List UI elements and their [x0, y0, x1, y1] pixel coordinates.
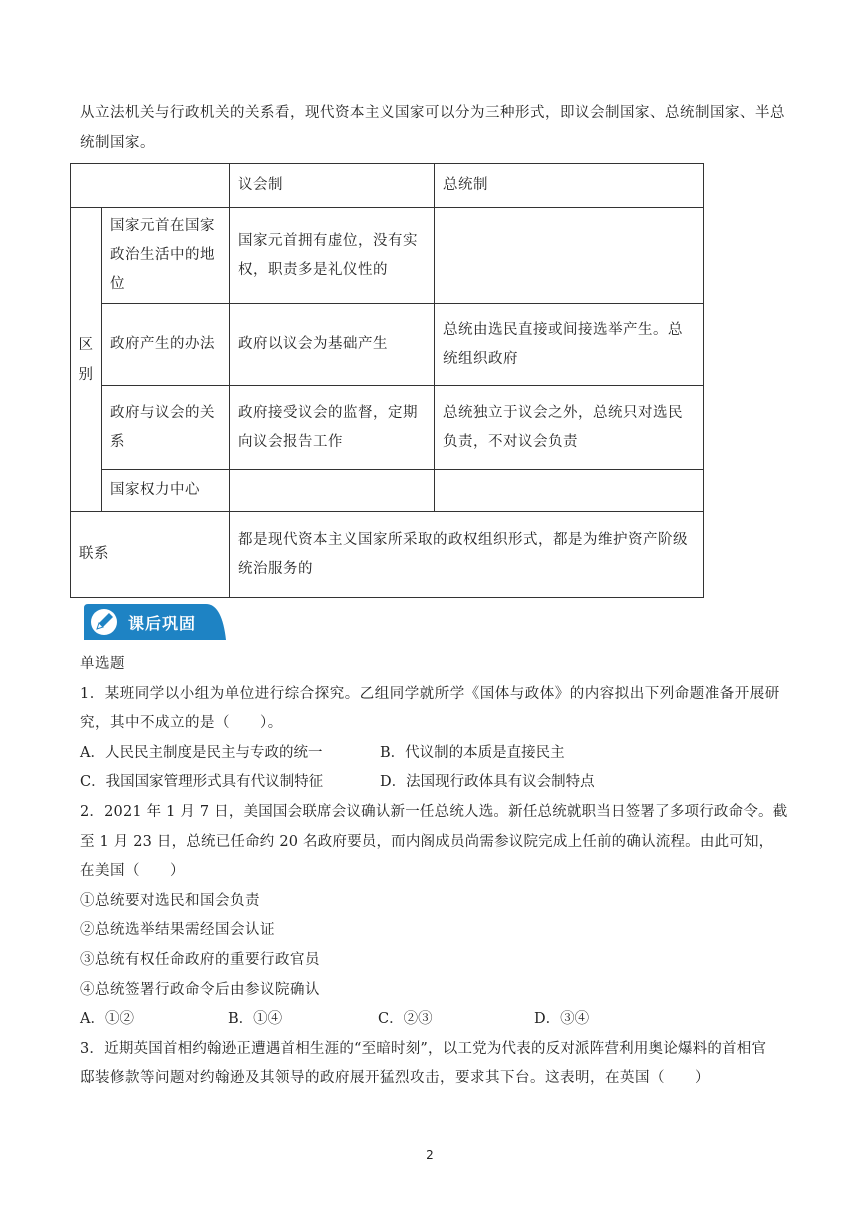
q2-statement-2: ②总统选举结果需经国会认证 — [80, 922, 275, 939]
table-header-row — [71, 164, 704, 208]
q2-statement-3: ③总统有权任命政府的重要行政官员 — [80, 951, 320, 968]
q1-option-b: B．代议制的本质是直接民主 — [380, 744, 565, 761]
page-number: 2 — [426, 1148, 434, 1162]
table-header-presidential: 总统制 — [435, 164, 704, 208]
comparison-table — [70, 163, 704, 598]
q3-stem-line2: 邸装修款等问题对约翰逊及其领导的政府展开猛烈攻击，要求其下台。这表明，在英国（ ） — [80, 1070, 710, 1087]
q1-option-a: A．人民民主制度是民主与专政的统一 — [80, 744, 323, 761]
row-label-government-parliament-relation: 政府与议会的关系 — [102, 386, 230, 470]
cell-presidential-head-of-state — [435, 208, 704, 304]
q1-stem: 1．某班同学以小组为单位进行综合探究。乙组同学就所学《国体与政体》的内容拟出下列命题准备开展研究，其中不成立的是（ ）。 — [80, 685, 780, 732]
group-label-difference: 区别 — [71, 208, 102, 512]
q2-statement-4: ④总统签署行政命令后由参议院确认 — [80, 981, 320, 998]
cell-parliamentary-relation: 政府接受议会的监督，定期向议会报告工作 — [230, 386, 435, 470]
q2-option-a: A．①② — [80, 1011, 134, 1028]
section-badge-label: 课后巩固 — [128, 614, 197, 633]
q2-stem-line3: 在美国（ ） — [80, 863, 185, 880]
row-label-power-center: 国家权力中心 — [102, 470, 230, 512]
cell-parliamentary-head-of-state: 国家元首拥有虚位，没有实权，职责多是礼仪性的 — [230, 208, 435, 304]
table-row — [71, 512, 704, 598]
q2-option-d: D．③④ — [534, 1011, 590, 1028]
cell-parliamentary-power-center — [230, 470, 435, 512]
q2-statement-1: ①总统要对选民和国会负责 — [80, 892, 260, 909]
q1-option-c: C．我国国家管理形式具有代议制特征 — [80, 774, 324, 791]
cell-presidential-government-formation: 总统由选民直接或间接选举产生。总统组织政府 — [435, 304, 704, 386]
row-label-connection: 联系 — [71, 512, 230, 598]
cell-presidential-power-center — [435, 470, 704, 512]
table-row — [71, 208, 704, 304]
intro-paragraph: 从立法机关与行政机关的关系看，现代资本主义国家可以分为三种形式，即议会制国家、总统制国家、半总统制国家。 — [80, 105, 785, 151]
table-row — [71, 386, 704, 470]
table-row — [71, 470, 704, 512]
q2-options-row — [80, 1005, 786, 1035]
row-label-head-of-state: 国家元首在国家政治生活中的地位 — [102, 208, 230, 304]
q2-stem-line2: 至 1 月 23 日，总统已任命约 20 名政府要员，而内阁成员尚需参议院完成上任前的确认流程。由此可知， — [80, 833, 774, 850]
q1-options-row1 — [80, 739, 786, 769]
table-row — [71, 304, 704, 386]
cell-presidential-relation: 总统独立于议会之外，总统只对选民负责，不对议会负责 — [435, 386, 704, 470]
q2-stem-line1: 2．2021 年 1 月 7 日，美国国会联席会议确认新一任总统人选。新任总统就职当日签署了多项行政命令。截 — [80, 803, 788, 820]
q2-option-b: B．①④ — [228, 1011, 283, 1028]
q1-options-row2 — [80, 768, 786, 798]
questions — [80, 650, 786, 1094]
table-header-parliamentary: 议会制 — [230, 164, 435, 208]
row-label-government-formation: 政府产生的办法 — [102, 304, 230, 386]
cell-connection-text: 都是现代资本主义国家所采取的政权组织形式，都是为维护资产阶级统治服务的 — [230, 512, 704, 598]
q2-option-c: C．②③ — [378, 1011, 433, 1028]
cell-parliamentary-government-formation: 政府以议会为基础产生 — [230, 304, 435, 386]
q1-option-d: D．法国现行政体具有议会制特点 — [380, 774, 595, 791]
q3-stem-line1: 3．近期英国首相约翰逊正遭遇首相生涯的“至暗时刻”，以工党为代表的反对派阵营利用奥论爆料的首相官 — [80, 1040, 767, 1057]
section-type-label: 单选题 — [80, 656, 125, 672]
table-header-empty — [71, 164, 230, 208]
